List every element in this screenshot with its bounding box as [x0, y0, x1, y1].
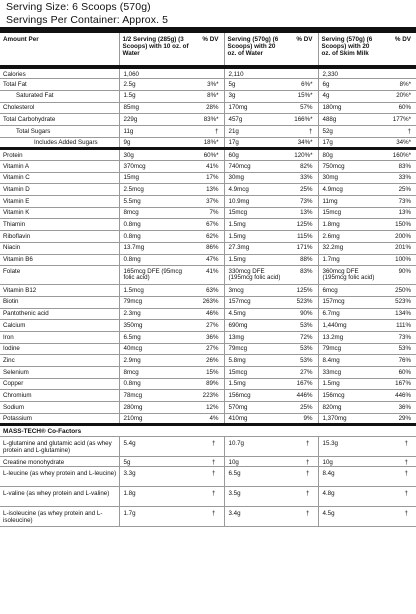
amount-col1: 5g	[119, 457, 192, 467]
amount-col2: 10.9mg	[224, 196, 286, 208]
amount-per-header: Amount Per	[0, 33, 119, 67]
dv-col3: 25%	[380, 184, 416, 196]
dv-col3: 111%	[380, 320, 416, 332]
nutrient-name: Biotin	[0, 296, 119, 308]
dv-col2: 167%	[286, 378, 318, 390]
dv-col1: 62%	[192, 231, 224, 243]
dv-col2: 53%	[286, 320, 318, 332]
amount-col1: 3.3g	[119, 467, 192, 487]
nutrient-row	[0, 343, 416, 355]
nutrient-row	[0, 413, 416, 425]
amount-col1: 15mg	[119, 172, 192, 184]
dv-col2: 9%	[286, 413, 318, 425]
amount-col1: 0.8mg	[119, 378, 192, 390]
amount-col3: 6.7mg	[318, 308, 380, 320]
amount-col1: 79mcg	[119, 296, 192, 308]
nutrient-name: Vitamin B6	[0, 254, 119, 266]
dv-col1: †	[192, 457, 224, 467]
dv-col1: 37%	[192, 196, 224, 208]
amount-col1: 6.5mg	[119, 331, 192, 343]
amount-col2: 13mg	[224, 331, 286, 343]
amount-col1: 280mg	[119, 402, 192, 414]
dv-col3: 134%	[380, 308, 416, 320]
col3-header: Serving (570g) (6 Scoops) with 20 oz. of Skim Milk	[318, 33, 380, 67]
amount-col1: 210mg	[119, 413, 192, 425]
amount-col3: 6mcg	[318, 285, 380, 297]
nutrient-row	[0, 231, 416, 243]
amount-col3: 156mcg	[318, 390, 380, 402]
nutrient-name: Vitamin K	[0, 207, 119, 219]
amount-col1: 1,060	[119, 67, 192, 79]
nutrient-name: Total Carbohydrate	[0, 114, 119, 126]
dv-col1: 63%	[192, 285, 224, 297]
serving-size: Serving Size: 6 Scoops (570g)	[6, 1, 151, 13]
amount-col3: 10g	[318, 457, 380, 467]
nutrient-name: Potassium	[0, 413, 119, 425]
col3-dv-header: % DV	[380, 33, 416, 67]
amount-col3: 52g	[318, 125, 380, 137]
nutrient-row	[0, 102, 416, 114]
cofactor-row	[0, 437, 416, 457]
amount-col2: 3mcg	[224, 285, 286, 297]
dv-col2: 523%	[286, 296, 318, 308]
amount-col2: 740mcg	[224, 161, 286, 173]
dv-col3: †	[380, 487, 416, 507]
column-header-row	[0, 33, 416, 67]
amount-col2: 10.7g	[224, 437, 286, 457]
amount-col1: 8mcg	[119, 207, 192, 219]
amount-col1: 5.5mg	[119, 196, 192, 208]
dv-col1: 4%	[192, 413, 224, 425]
amount-col2: 3g	[224, 90, 286, 102]
dv-col1: 36%	[192, 331, 224, 343]
amount-col1: 9g	[119, 137, 192, 149]
dv-col2: 82%	[286, 161, 318, 173]
dv-col1: 89%	[192, 378, 224, 390]
amount-col3: 15mcg	[318, 207, 380, 219]
dv-col2: 83%	[286, 266, 318, 285]
dv-col2: 25%	[286, 184, 318, 196]
dv-col2: †	[286, 437, 318, 457]
dv-col3: 20%*	[380, 90, 416, 102]
dv-col1: 60%*	[192, 149, 224, 161]
dv-col1: †	[192, 125, 224, 137]
amount-col2: 690mg	[224, 320, 286, 332]
dv-col3: 160%*	[380, 149, 416, 161]
nutrient-name: Saturated Fat	[0, 90, 119, 102]
dv-col1: †	[192, 487, 224, 507]
amount-col3: 2,330	[318, 67, 380, 79]
amount-col1: 1.5mcg	[119, 285, 192, 297]
dv-col2: 53%	[286, 355, 318, 367]
dv-col1: 67%	[192, 219, 224, 231]
amount-col3: 1,440mg	[318, 320, 380, 332]
dv-col1: †	[192, 467, 224, 487]
dv-col2: 25%	[286, 402, 318, 414]
dv-col1: †	[192, 437, 224, 457]
amount-col2: 457g	[224, 114, 286, 126]
amount-col2: 79mcg	[224, 343, 286, 355]
cofactors-header-row	[0, 425, 416, 437]
amount-col3: 157mcg	[318, 296, 380, 308]
amount-col1: 2.9mg	[119, 355, 192, 367]
nutrient-name: Total Sugars	[0, 125, 119, 137]
nutrient-row	[0, 125, 416, 137]
dv-col3: 60%	[380, 102, 416, 114]
amount-col2: 5.8mg	[224, 355, 286, 367]
dv-col3: 200%	[380, 231, 416, 243]
nutrient-name: Copper	[0, 378, 119, 390]
nutrient-name: Folate	[0, 266, 119, 285]
dv-col1: 18%*	[192, 137, 224, 149]
dv-col1: †	[192, 507, 224, 527]
dv-col2: 27%	[286, 367, 318, 379]
amount-col3: 8.4mg	[318, 355, 380, 367]
amount-col3: 33mcg	[318, 367, 380, 379]
dv-col3: 90%	[380, 266, 416, 285]
nutrient-name: Thiamin	[0, 219, 119, 231]
amount-col3: 8.4g	[318, 467, 380, 487]
nutrient-name: Total Fat	[0, 79, 119, 91]
cofactor-row	[0, 507, 416, 527]
dv-col1: 223%	[192, 390, 224, 402]
nutrient-name: Riboflavin	[0, 231, 119, 243]
dv-col2: 166%*	[286, 114, 318, 126]
nutrient-name: Iodine	[0, 343, 119, 355]
dv-col2: †	[286, 467, 318, 487]
nutrient-name: Vitamin C	[0, 172, 119, 184]
dv-col1: 263%	[192, 296, 224, 308]
nutrient-name: Pantothenic acid	[0, 308, 119, 320]
nutrient-name: Includes Added Sugars	[0, 137, 119, 149]
nutrient-name: Iron	[0, 331, 119, 343]
amount-col2: 17g	[224, 137, 286, 149]
dv-col1: 15%	[192, 367, 224, 379]
dv-col2: 33%	[286, 172, 318, 184]
amount-col2: 27.3mg	[224, 242, 286, 254]
dv-col3: 446%	[380, 390, 416, 402]
dv-col2: 13%	[286, 207, 318, 219]
nutrient-row	[0, 137, 416, 149]
nutrient-row	[0, 355, 416, 367]
cofactor-name: L-isoleucine (as whey protein and L-isoleucine)	[0, 507, 119, 527]
amount-col3: 4g	[318, 90, 380, 102]
dv-col3: 167%	[380, 378, 416, 390]
amount-col2: 170mg	[224, 102, 286, 114]
amount-col3: 360mcg DFE (195mcg folic acid)	[318, 266, 380, 285]
amount-col1: 2.5g	[119, 79, 192, 91]
dv-col1: 12%	[192, 402, 224, 414]
dv-col2: 125%	[286, 285, 318, 297]
dv-col2: 90%	[286, 308, 318, 320]
amount-col1: 40mcg	[119, 343, 192, 355]
amount-col2: 2,110	[224, 67, 286, 79]
col2-dv-header: % DV	[286, 33, 318, 67]
dv-col3: 73%	[380, 331, 416, 343]
nutrient-row	[0, 79, 416, 91]
cofactor-row	[0, 467, 416, 487]
dv-col3: 8%*	[380, 79, 416, 91]
amount-col1: 0.8mg	[119, 254, 192, 266]
dv-col3: 100%	[380, 254, 416, 266]
amount-col2: 1.5mg	[224, 378, 286, 390]
amount-col1: 1.5g	[119, 90, 192, 102]
dv-col3: †	[380, 437, 416, 457]
servings-per-container: Servings Per Container: Approx. 5	[6, 14, 169, 26]
dv-col1: 27%	[192, 343, 224, 355]
dv-col3: 36%	[380, 402, 416, 414]
nutrient-row	[0, 285, 416, 297]
amount-col3: 4.8g	[318, 487, 380, 507]
amount-col3: 15.3g	[318, 437, 380, 457]
nutrient-row	[0, 90, 416, 102]
amount-col1: 30g	[119, 149, 192, 161]
amount-col2: 10g	[224, 457, 286, 467]
nutrient-name: Sodium	[0, 402, 119, 414]
nutrient-row	[0, 67, 416, 79]
amount-col2: 156mcg	[224, 390, 286, 402]
dv-col1: 83%*	[192, 114, 224, 126]
dv-col1: 86%	[192, 242, 224, 254]
dv-col3: 523%	[380, 296, 416, 308]
nutrient-name: Calories	[0, 67, 119, 79]
nutrient-row	[0, 320, 416, 332]
nutrient-name: Vitamin E	[0, 196, 119, 208]
amount-col1: 165mcg DFE (95mcg folic acid)	[119, 266, 192, 285]
amount-col1: 0.8mg	[119, 231, 192, 243]
amount-col3: 1.5mg	[318, 378, 380, 390]
amount-col3: 1.7mg	[318, 254, 380, 266]
nutrient-row	[0, 390, 416, 402]
dv-col2: 57%	[286, 102, 318, 114]
amount-col3: 30mg	[318, 172, 380, 184]
nutrient-row	[0, 196, 416, 208]
dv-col3: 250%	[380, 285, 416, 297]
nutrient-name: Chromium	[0, 390, 119, 402]
amount-col3: 79mcg	[318, 343, 380, 355]
nutrient-row	[0, 161, 416, 173]
dv-col3: 34%*	[380, 137, 416, 149]
col2-header: Serving (570g) (6 Scoops) with 20 oz. of Water	[224, 33, 286, 67]
cofactor-name: L-leucine (as whey protein and L-leucine)	[0, 467, 119, 487]
nutrient-row	[0, 296, 416, 308]
dv-col2: 446%	[286, 390, 318, 402]
dv-col1: 41%	[192, 266, 224, 285]
amount-col1: 78mcg	[119, 390, 192, 402]
amount-col3: 1.8mg	[318, 219, 380, 231]
dv-col3: 150%	[380, 219, 416, 231]
dv-col3: 177%*	[380, 114, 416, 126]
cofactor-row	[0, 487, 416, 507]
dv-col3	[380, 67, 416, 79]
amount-col3: 11mg	[318, 196, 380, 208]
amount-col3: 32.2mg	[318, 242, 380, 254]
amount-col2: 21g	[224, 125, 286, 137]
nutrient-row	[0, 207, 416, 219]
amount-col1: 370mcg	[119, 161, 192, 173]
nutrient-row	[0, 266, 416, 285]
amount-col2: 4.5mg	[224, 308, 286, 320]
amount-col3: 1,370mg	[318, 413, 380, 425]
dv-col2: 15%*	[286, 90, 318, 102]
nutrient-row	[0, 172, 416, 184]
dv-col3: 201%	[380, 242, 416, 254]
dv-col1	[192, 67, 224, 79]
dv-col1: 3%*	[192, 79, 224, 91]
dv-col2: †	[286, 507, 318, 527]
nutrient-name: Calcium	[0, 320, 119, 332]
dv-col3: 83%	[380, 161, 416, 173]
nutrient-row	[0, 242, 416, 254]
nutrient-name: Protein	[0, 149, 119, 161]
amount-col1: 1.8g	[119, 487, 192, 507]
amount-col2: 570mg	[224, 402, 286, 414]
amount-col2: 1.5mg	[224, 254, 286, 266]
dv-col2: 72%	[286, 331, 318, 343]
amount-col1: 350mg	[119, 320, 192, 332]
amount-col3: 820mg	[318, 402, 380, 414]
dv-col1: 13%	[192, 184, 224, 196]
nutrient-name: Vitamin D	[0, 184, 119, 196]
dv-col2: 6%*	[286, 79, 318, 91]
cofactors-title: MASS-TECH® Co-Factors	[0, 425, 416, 437]
dv-col3: 29%	[380, 413, 416, 425]
dv-col2	[286, 67, 318, 79]
nutrient-name: Vitamin A	[0, 161, 119, 173]
dv-col2: 88%	[286, 254, 318, 266]
amount-col3: 17g	[318, 137, 380, 149]
nutrient-row	[0, 367, 416, 379]
dv-col2: 115%	[286, 231, 318, 243]
serving-info	[0, 0, 416, 33]
amount-col2: 330mcg DFE (195mcg folic acid)	[224, 266, 286, 285]
amount-col1: 2.5mcg	[119, 184, 192, 196]
dv-col2: †	[286, 457, 318, 467]
amount-col2: 6.5g	[224, 467, 286, 487]
cofactor-name: Creatine monohydrate	[0, 457, 119, 467]
amount-col2: 3.5g	[224, 487, 286, 507]
nutrient-name: Vitamin B12	[0, 285, 119, 297]
dv-col1: 47%	[192, 254, 224, 266]
col1-dv-header: % DV	[192, 33, 224, 67]
amount-col3: 180mg	[318, 102, 380, 114]
dv-col3: 13%	[380, 207, 416, 219]
cofactor-name: L-glutamine and glutamic acid (as whey protein and L-glutamine)	[0, 437, 119, 457]
cofactor-name: L-valine (as whey protein and L-valine)	[0, 487, 119, 507]
amount-col1: 85mg	[119, 102, 192, 114]
amount-col1: 229g	[119, 114, 192, 126]
dv-col1: 41%	[192, 161, 224, 173]
amount-col1: 11g	[119, 125, 192, 137]
dv-col3: †	[380, 467, 416, 487]
nutrient-row	[0, 219, 416, 231]
amount-col3: 750mcg	[318, 161, 380, 173]
amount-col3: 13.2mg	[318, 331, 380, 343]
amount-col3: 4.5g	[318, 507, 380, 527]
amount-col2: 1.5mg	[224, 231, 286, 243]
dv-col1: 26%	[192, 355, 224, 367]
dv-col1: 27%	[192, 320, 224, 332]
amount-col1: 1.7g	[119, 507, 192, 527]
nutrient-row	[0, 308, 416, 320]
nutrient-row	[0, 378, 416, 390]
nutrient-name: Cholesterol	[0, 102, 119, 114]
amount-col2: 15mcg	[224, 367, 286, 379]
nutrient-row	[0, 149, 416, 161]
amount-col3: 2.6mg	[318, 231, 380, 243]
amount-col3: 488g	[318, 114, 380, 126]
dv-col1: 28%	[192, 102, 224, 114]
amount-col1: 2.3mg	[119, 308, 192, 320]
dv-col1: 7%	[192, 207, 224, 219]
nutrient-row	[0, 114, 416, 126]
amount-col2: 4.9mcg	[224, 184, 286, 196]
dv-col2: 120%*	[286, 149, 318, 161]
dv-col2: 34%*	[286, 137, 318, 149]
amount-col2: 30mg	[224, 172, 286, 184]
dv-col3: 33%	[380, 172, 416, 184]
nutrition-table	[0, 33, 416, 527]
dv-col1: 17%	[192, 172, 224, 184]
amount-col3: 80g	[318, 149, 380, 161]
amount-col1: 13.7mg	[119, 242, 192, 254]
amount-col1: 8mcg	[119, 367, 192, 379]
dv-col2: †	[286, 487, 318, 507]
dv-col2: 53%	[286, 343, 318, 355]
cofactor-row	[0, 457, 416, 467]
dv-col1: 46%	[192, 308, 224, 320]
amount-col2: 1.5mg	[224, 219, 286, 231]
dv-col3: 53%	[380, 343, 416, 355]
amount-col1: 5.4g	[119, 437, 192, 457]
dv-col1: 8%*	[192, 90, 224, 102]
dv-col3: 60%	[380, 367, 416, 379]
amount-col2: 15mcg	[224, 207, 286, 219]
nutrient-row	[0, 331, 416, 343]
amount-col2: 157mcg	[224, 296, 286, 308]
dv-col2: 171%	[286, 242, 318, 254]
nutrient-row	[0, 254, 416, 266]
dv-col2: 125%	[286, 219, 318, 231]
dv-col3: †	[380, 457, 416, 467]
dv-col3: 73%	[380, 196, 416, 208]
nutrient-name: Selenium	[0, 367, 119, 379]
amount-col2: 3.4g	[224, 507, 286, 527]
dv-col3: 76%	[380, 355, 416, 367]
nutrient-name: Zinc	[0, 355, 119, 367]
nutrient-row	[0, 184, 416, 196]
dv-col2: †	[286, 125, 318, 137]
nutrient-name: Niacin	[0, 242, 119, 254]
amount-col1: 0.8mg	[119, 219, 192, 231]
amount-col2: 5g	[224, 79, 286, 91]
dv-col3: †	[380, 125, 416, 137]
amount-col2: 60g	[224, 149, 286, 161]
amount-col2: 410mg	[224, 413, 286, 425]
dv-col3: †	[380, 507, 416, 527]
col1-header: 1/2 Serving (285g) (3 Scoops) with 10 oz. of Water	[119, 33, 192, 67]
nutrient-row	[0, 402, 416, 414]
amount-col3: 4.9mcg	[318, 184, 380, 196]
dv-col2: 73%	[286, 196, 318, 208]
amount-col3: 6g	[318, 79, 380, 91]
